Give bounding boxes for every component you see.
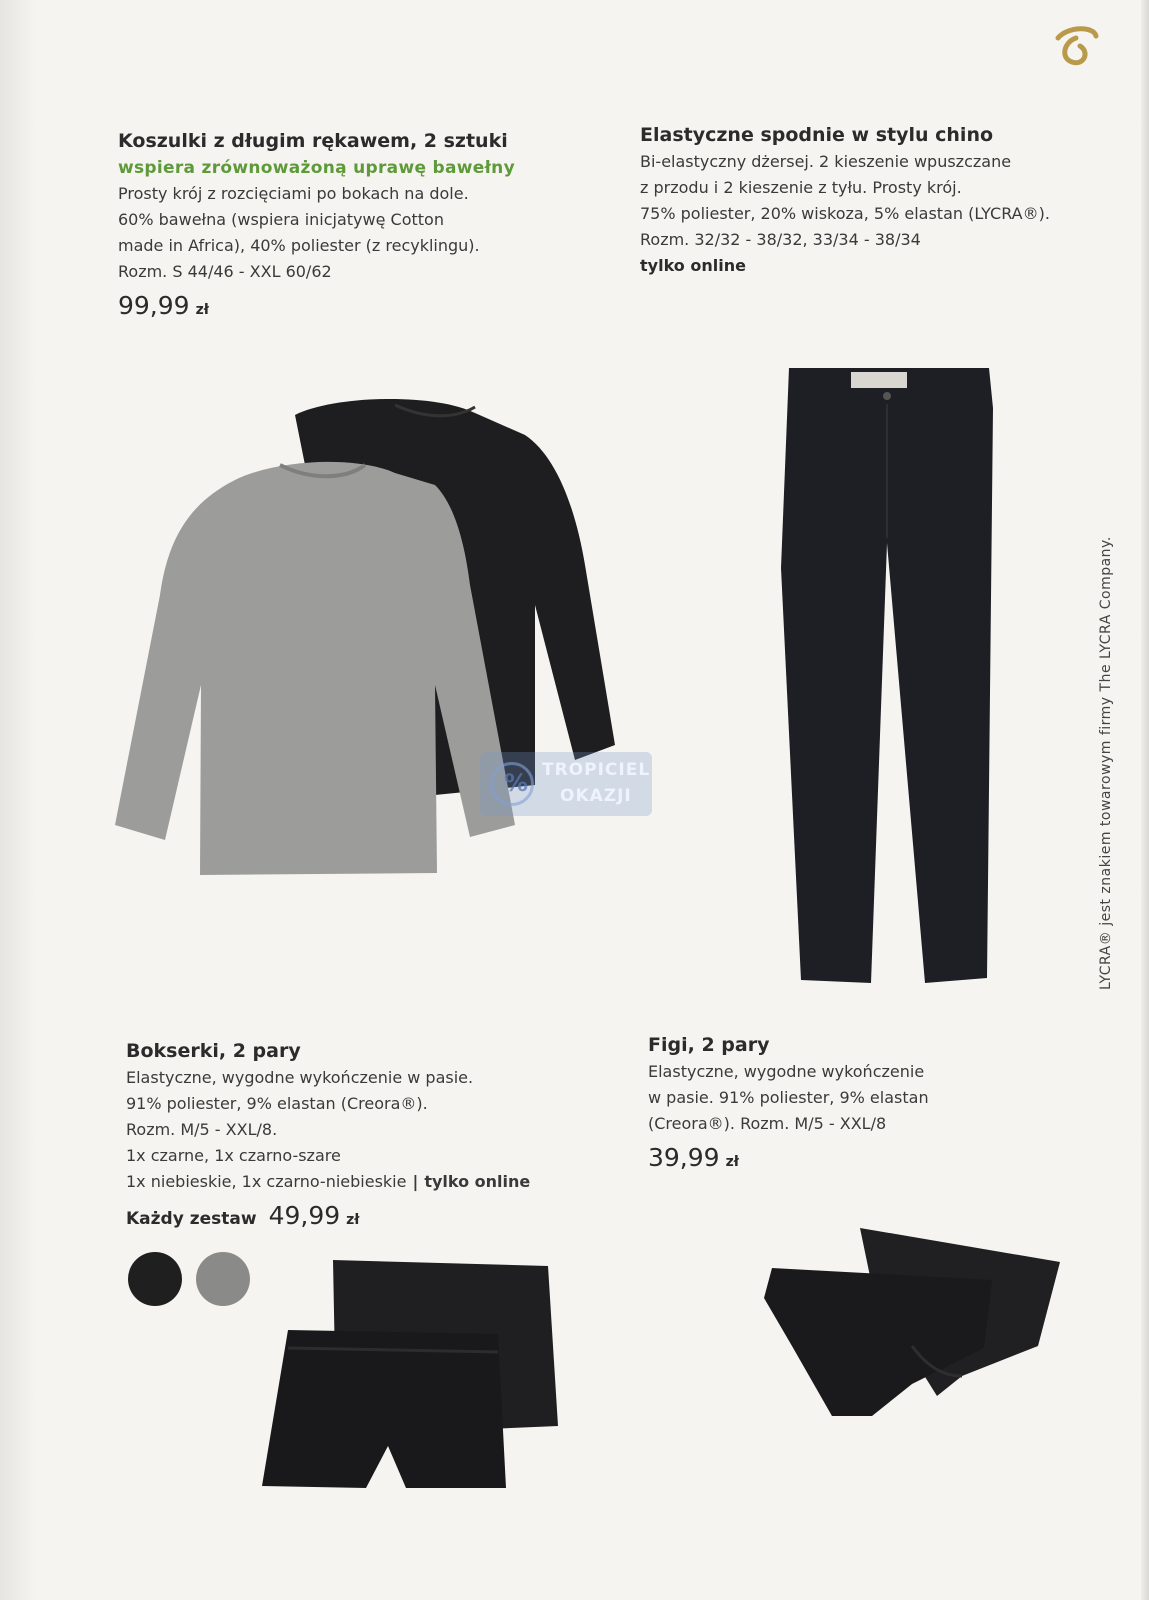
separator: |	[412, 1172, 419, 1191]
boxers-desc-line: 1x czarne, 1x czarno-szare	[126, 1146, 341, 1165]
shirts-desc-line: 60% bawełna (wspiera inicjatywę Cotton	[118, 210, 444, 229]
boxers-price-currency: zł	[346, 1212, 360, 1228]
shirts-desc-line: Prosty krój z rozcięciami po bokach na dole.	[118, 184, 469, 203]
boxers-price	[126, 1201, 606, 1230]
percent-icon: %	[490, 762, 534, 806]
trademark-note: LYCRA® jest znakiem towarowym firmy The LYCRA Company.	[1098, 536, 1114, 990]
boxers-title: Bokserki, 2 pary	[126, 1040, 301, 1062]
color-swatch-black[interactable]	[128, 1252, 182, 1306]
watermark-line2: OKAZJI	[560, 786, 632, 806]
briefs-title: Figi, 2 pary	[648, 1034, 770, 1056]
boxers-price-label: Każdy zestaw	[126, 1209, 257, 1229]
boxers-info	[126, 1038, 606, 1230]
boxers-colors-line	[126, 1169, 606, 1195]
shirts-info	[118, 128, 578, 320]
boxers-desc-line: Elastyczne, wygodne wykończenie w pasie.	[126, 1068, 474, 1087]
brand-logo-icon	[1050, 24, 1102, 68]
boxers-colors-text: 1x niebieskie, 1x czarno-niebieskie	[126, 1172, 407, 1191]
shirts-desc-line: Rozm. S 44/46 - XXL 60/62	[118, 262, 332, 281]
briefs-desc-line: (Creora®). Rozm. M/5 - XXL/8	[648, 1114, 887, 1133]
briefs-price	[648, 1143, 1068, 1172]
briefs-image	[762, 1226, 1064, 1421]
watermark	[480, 752, 652, 816]
shirts-price	[118, 291, 578, 320]
boxers-online-only: tylko online	[424, 1172, 531, 1191]
page-edge-right	[1141, 0, 1149, 1600]
boxers-image	[258, 1256, 563, 1491]
briefs-desc-line: Elastyczne, wygodne wykończenie	[648, 1062, 925, 1081]
shirts-price-currency: zł	[195, 302, 209, 318]
chinos-desc-line: Bi-elastyczny dżersej. 2 kieszenie wpuszczane	[640, 152, 1012, 171]
chinos-desc-line: z przodu i 2 kieszenie z tyłu. Prosty krój.	[640, 178, 962, 197]
chinos-online-only: tylko online	[640, 256, 746, 275]
briefs-desc-line: w pasie. 91% poliester, 9% elastan	[648, 1088, 929, 1107]
shirts-title: Koszulki z długim rękawem, 2 sztuki	[118, 130, 508, 152]
chinos-label-tag	[851, 372, 907, 388]
chinos-desc-line: 75% poliester, 20% wiskoza, 5% elastan (LYCRA®).	[640, 204, 1050, 223]
chinos-desc-line: Rozm. 32/32 - 38/32, 33/34 - 38/34	[640, 230, 921, 249]
briefs-price-currency: zł	[725, 1154, 739, 1170]
watermark-line1: TROPICIEL	[542, 760, 651, 780]
briefs-price-value: 39,99	[648, 1143, 720, 1172]
shirts-sustainability-note: wspiera zrównoważoną uprawę bawełny	[118, 158, 515, 178]
shirts-desc-line: made in Africa), 40% poliester (z recyklingu).	[118, 236, 480, 255]
page-edge-shadow	[0, 0, 36, 1600]
chinos-image	[775, 368, 1000, 988]
boxers-price-value: 49,99	[268, 1201, 341, 1230]
color-swatch-grey[interactable]	[196, 1252, 250, 1306]
chinos-info	[640, 122, 1100, 279]
chinos-title: Elastyczne spodnie w stylu chino	[640, 124, 994, 146]
boxers-desc-line: Rozm. M/5 - XXL/8.	[126, 1120, 278, 1139]
shirts-price-value: 99,99	[118, 291, 190, 320]
briefs-info	[648, 1032, 1068, 1172]
boxers-desc-line: 91% poliester, 9% elastan (Creora®).	[126, 1094, 428, 1113]
